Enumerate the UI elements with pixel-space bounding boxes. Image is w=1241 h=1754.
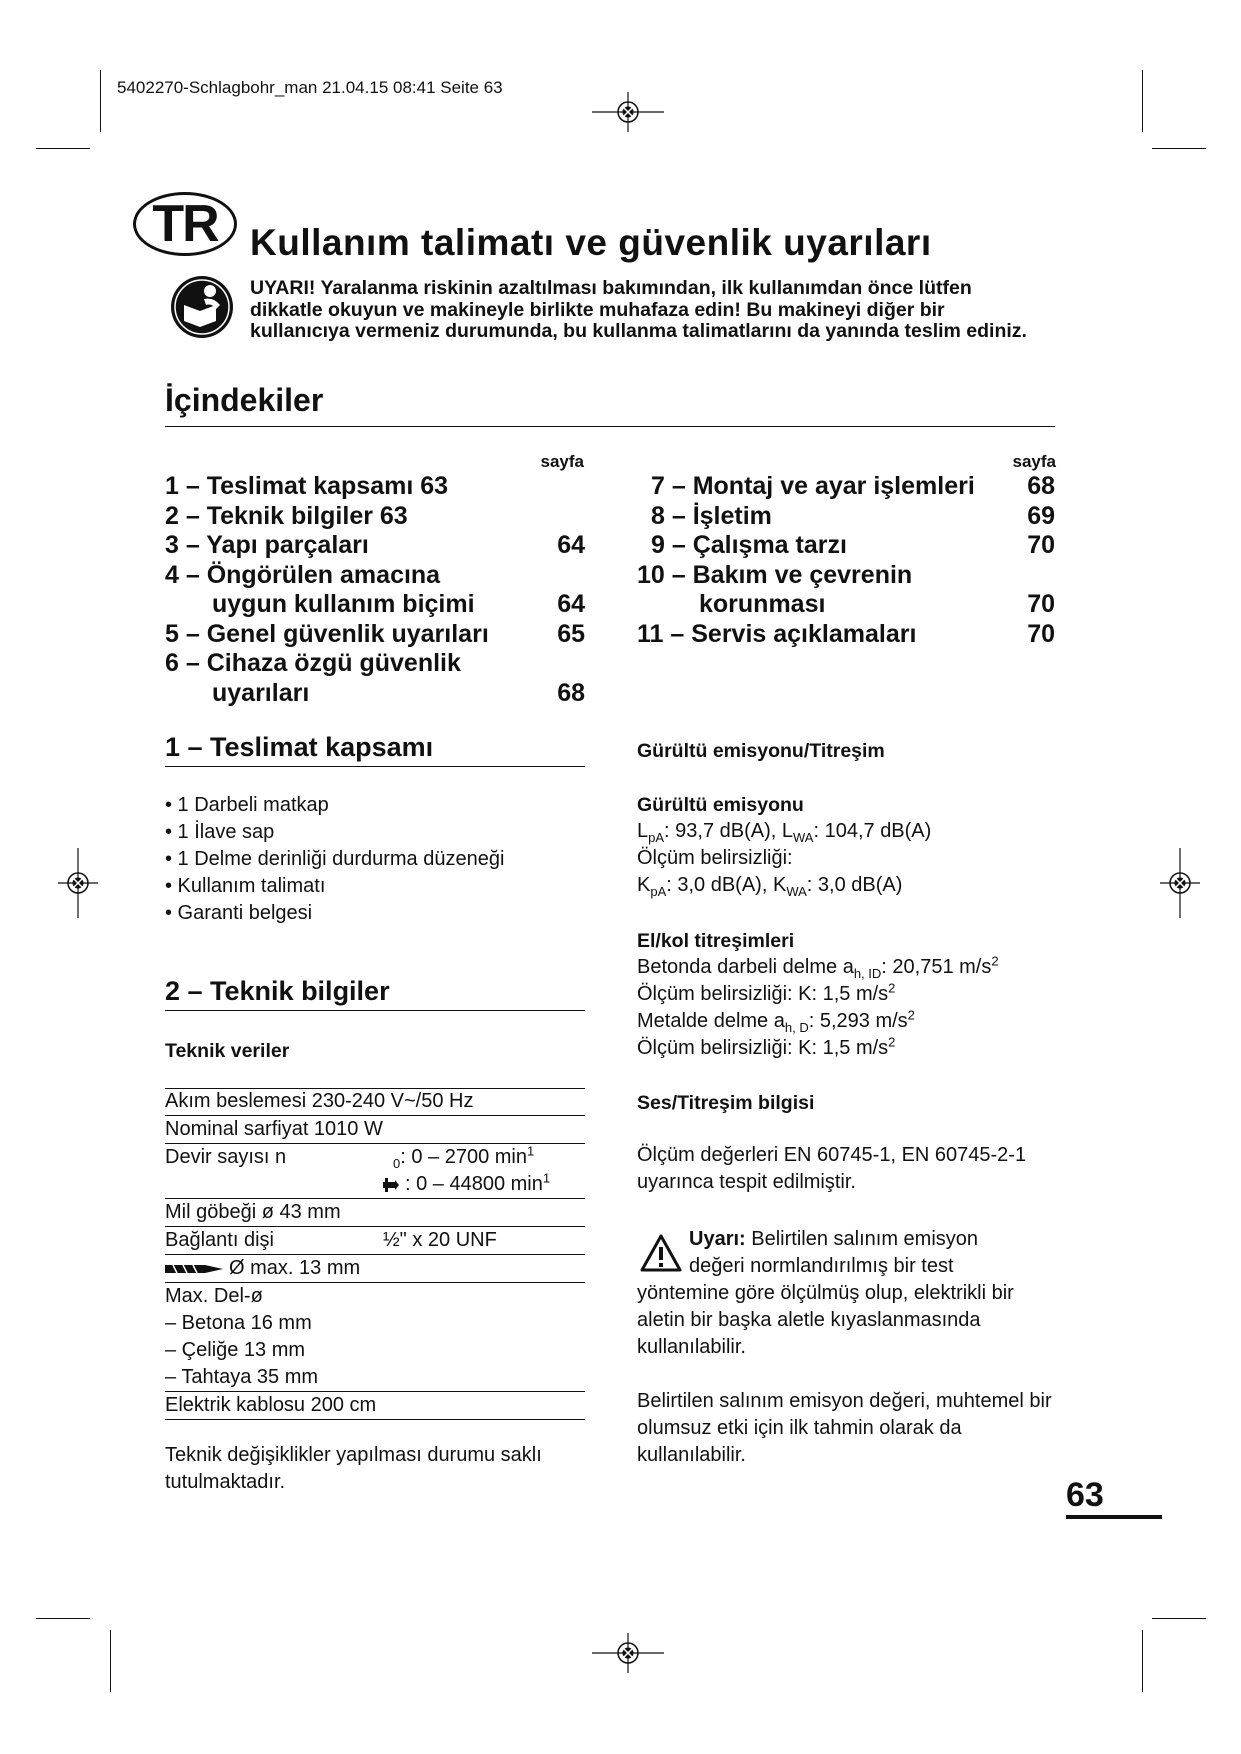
table-row: Devir sayısı n $_0$: 0 – 2700 $\min^1$	[165, 1143, 535, 1171]
noise-values: $L_{pA}$: 93,7 dB(A), $L_{WA}$: 104,7 dB(A) Ölçüm belirsizliği: $K_{pA}$: 3,0 dB(A), $K_{WA}$: 3,0 dB(A)	[637, 820, 932, 899]
section-heading: 2 – Teknik bilgiler	[165, 976, 390, 1006]
section-heading: 1 – Teslimat kapsamı	[165, 732, 434, 762]
table-row: Elektrik kablosu 200 cm	[165, 1392, 585, 1420]
crop-mark	[36, 148, 90, 149]
table-row: Ø max. 13 mm	[165, 1255, 585, 1283]
toc-item[interactable]: 10 – Bakım ve çevrenin	[637, 560, 913, 589]
toc-page-label: sayfa	[1012, 452, 1056, 471]
noise-heading: Gürültü emisyonu	[637, 794, 804, 816]
crop-mark	[1152, 1618, 1206, 1619]
toc-item[interactable]: 1 – Teslimat kapsamı 63	[165, 472, 449, 500]
read-manual-icon	[170, 275, 234, 339]
delivery-list	[165, 792, 504, 927]
page-title: Kullanım talimatı ve güvenlik uyarıları	[250, 222, 932, 263]
impact-drill-icon	[383, 1178, 405, 1192]
divider	[165, 1010, 585, 1011]
toc-right	[637, 472, 1055, 649]
final-text: Belirtilen salınım emisyon değeri, muhtemel bir olumsuz etki için ilk tahmin olarak da kullanılabilir.	[637, 1390, 1052, 1466]
list-item: • 1 Delme derinliği durdurma düzeneği	[165, 848, 505, 870]
table-row: – Betona 16 mm	[165, 1312, 312, 1334]
technical-note: Teknik değişiklikler yapılması durumu saklı tutulmaktadır.	[165, 1444, 542, 1493]
list-item: • Kullanım talimatı	[165, 875, 326, 897]
registration-mark-icon	[592, 92, 664, 132]
crop-mark	[110, 1630, 111, 1692]
registration-mark-icon	[592, 1633, 664, 1673]
table-row: Akım beslemesi 230-240 V~/50 Hz	[165, 1088, 585, 1116]
crop-mark	[1152, 148, 1206, 149]
table-row: : 0 – 44800 $\min^1$	[165, 1171, 585, 1199]
language-badge: TR	[133, 192, 237, 256]
warning-text: UYARI! Yaralanma riskinin azaltılması bakımından, ilk kullanımdan önce lütfen dikkatle okuyun ve makineyle birlikte muhafaza edin! Bu makineyi diğer bir kullanıcıya vermeniz durumunda, bu kullanma talimatlarını da yanında teslim ediniz.	[250, 277, 1027, 342]
divider	[165, 766, 585, 767]
toc-item[interactable]: 5 – Genel güvenlik uyarıları 65	[165, 619, 585, 648]
page-number-rule	[1066, 1515, 1162, 1519]
crop-mark	[1142, 70, 1143, 132]
toc-item[interactable]: 6 – Cihaza özgü güvenlik	[165, 649, 461, 677]
noise-vibration-heading: Gürültü emisyonu/Titreşim	[637, 740, 885, 762]
toc-item[interactable]: uyarıları 68	[212, 678, 585, 707]
toc-item[interactable]: 11 – Servis açıklamaları 70	[637, 619, 1055, 648]
tech-data-heading: Teknik veriler	[165, 1040, 290, 1062]
toc-item[interactable]: 9 – Çalışma tarzı 70	[651, 531, 1055, 559]
info-heading: Ses/Titreşim bilgisi	[637, 1092, 815, 1114]
crop-mark	[36, 1618, 90, 1619]
divider	[165, 426, 1055, 427]
toc-item[interactable]: 2 – Teknik bilgiler 63	[165, 501, 408, 530]
registration-mark-icon	[1160, 848, 1200, 918]
toc-item[interactable]: korunması 70	[699, 590, 1055, 618]
list-item: • 1 Darbeli matkap	[165, 794, 329, 816]
vibration-heading: El/kol titreşimleri	[637, 930, 795, 952]
table-row: Max. Del-ø	[165, 1285, 263, 1307]
caution-paragraph: Uyarı: Belirtilen salınım emisyon değeri normlandırılmış bir test yöntemine göre ölçülmüş olup, elektrikli bir aletin bir başka aletle kıyaslanmasında kullanılabilir.	[637, 1228, 1014, 1358]
toc-item[interactable]: 7 – Montaj ve ayar işlemleri 68	[651, 472, 1055, 500]
toc-item[interactable]: 4 – Öngörülen amacına	[165, 560, 441, 589]
page-number: 63	[1066, 1476, 1104, 1514]
table-row: – Çeliğe 13 mm	[165, 1339, 306, 1361]
toc-left	[165, 472, 585, 708]
list-item: • 1 İlave sap	[165, 821, 275, 843]
caution-label: Uyarı:	[689, 1228, 746, 1250]
tech-data-table	[165, 1088, 585, 1420]
table-row: Mil göbeği ø 43 mm	[165, 1199, 585, 1227]
standards-text: Ölçüm değerleri EN 60745-1, EN 60745-2-1 uyarınca tespit edilmiştir.	[637, 1144, 1027, 1193]
table-row: Nominal sarfiyat 1010 W	[165, 1116, 585, 1144]
toc-item[interactable]: 8 – İşletim 69	[651, 501, 1055, 530]
toc-page-label: sayfa	[540, 452, 584, 471]
print-slug: 5402270-Schlagbohr_man 21.04.15 08:41 Seite 63	[117, 78, 503, 97]
table-row: Bağlantı dişi ½" x 20 UNF	[165, 1227, 585, 1255]
crop-mark	[1142, 1630, 1143, 1692]
toc-heading: İçindekiler	[165, 382, 324, 418]
toc-item[interactable]: 3 – Yapı parçaları 64	[165, 531, 585, 559]
crop-mark	[100, 70, 101, 132]
drill-bit-icon	[165, 1263, 223, 1275]
toc-item[interactable]: uygun kullanım biçimi 64	[212, 590, 585, 618]
table-row: – Tahtaya 35 mm	[165, 1364, 585, 1392]
registration-mark-icon	[58, 848, 98, 918]
vibration-values: Betonda darbeli delme $a_{h, ID}$: 20,751 $m/s^2$ Ölçüm belirsizliği: K: 1,5 $m/s^2$ Metalde delme $a_{h, D}$: 5,293 $m/s^2$ Ölçüm belirsizliği: K: 1,5 $m/s^2$	[637, 953, 999, 1059]
list-item: • Garanti belgesi	[165, 902, 313, 924]
